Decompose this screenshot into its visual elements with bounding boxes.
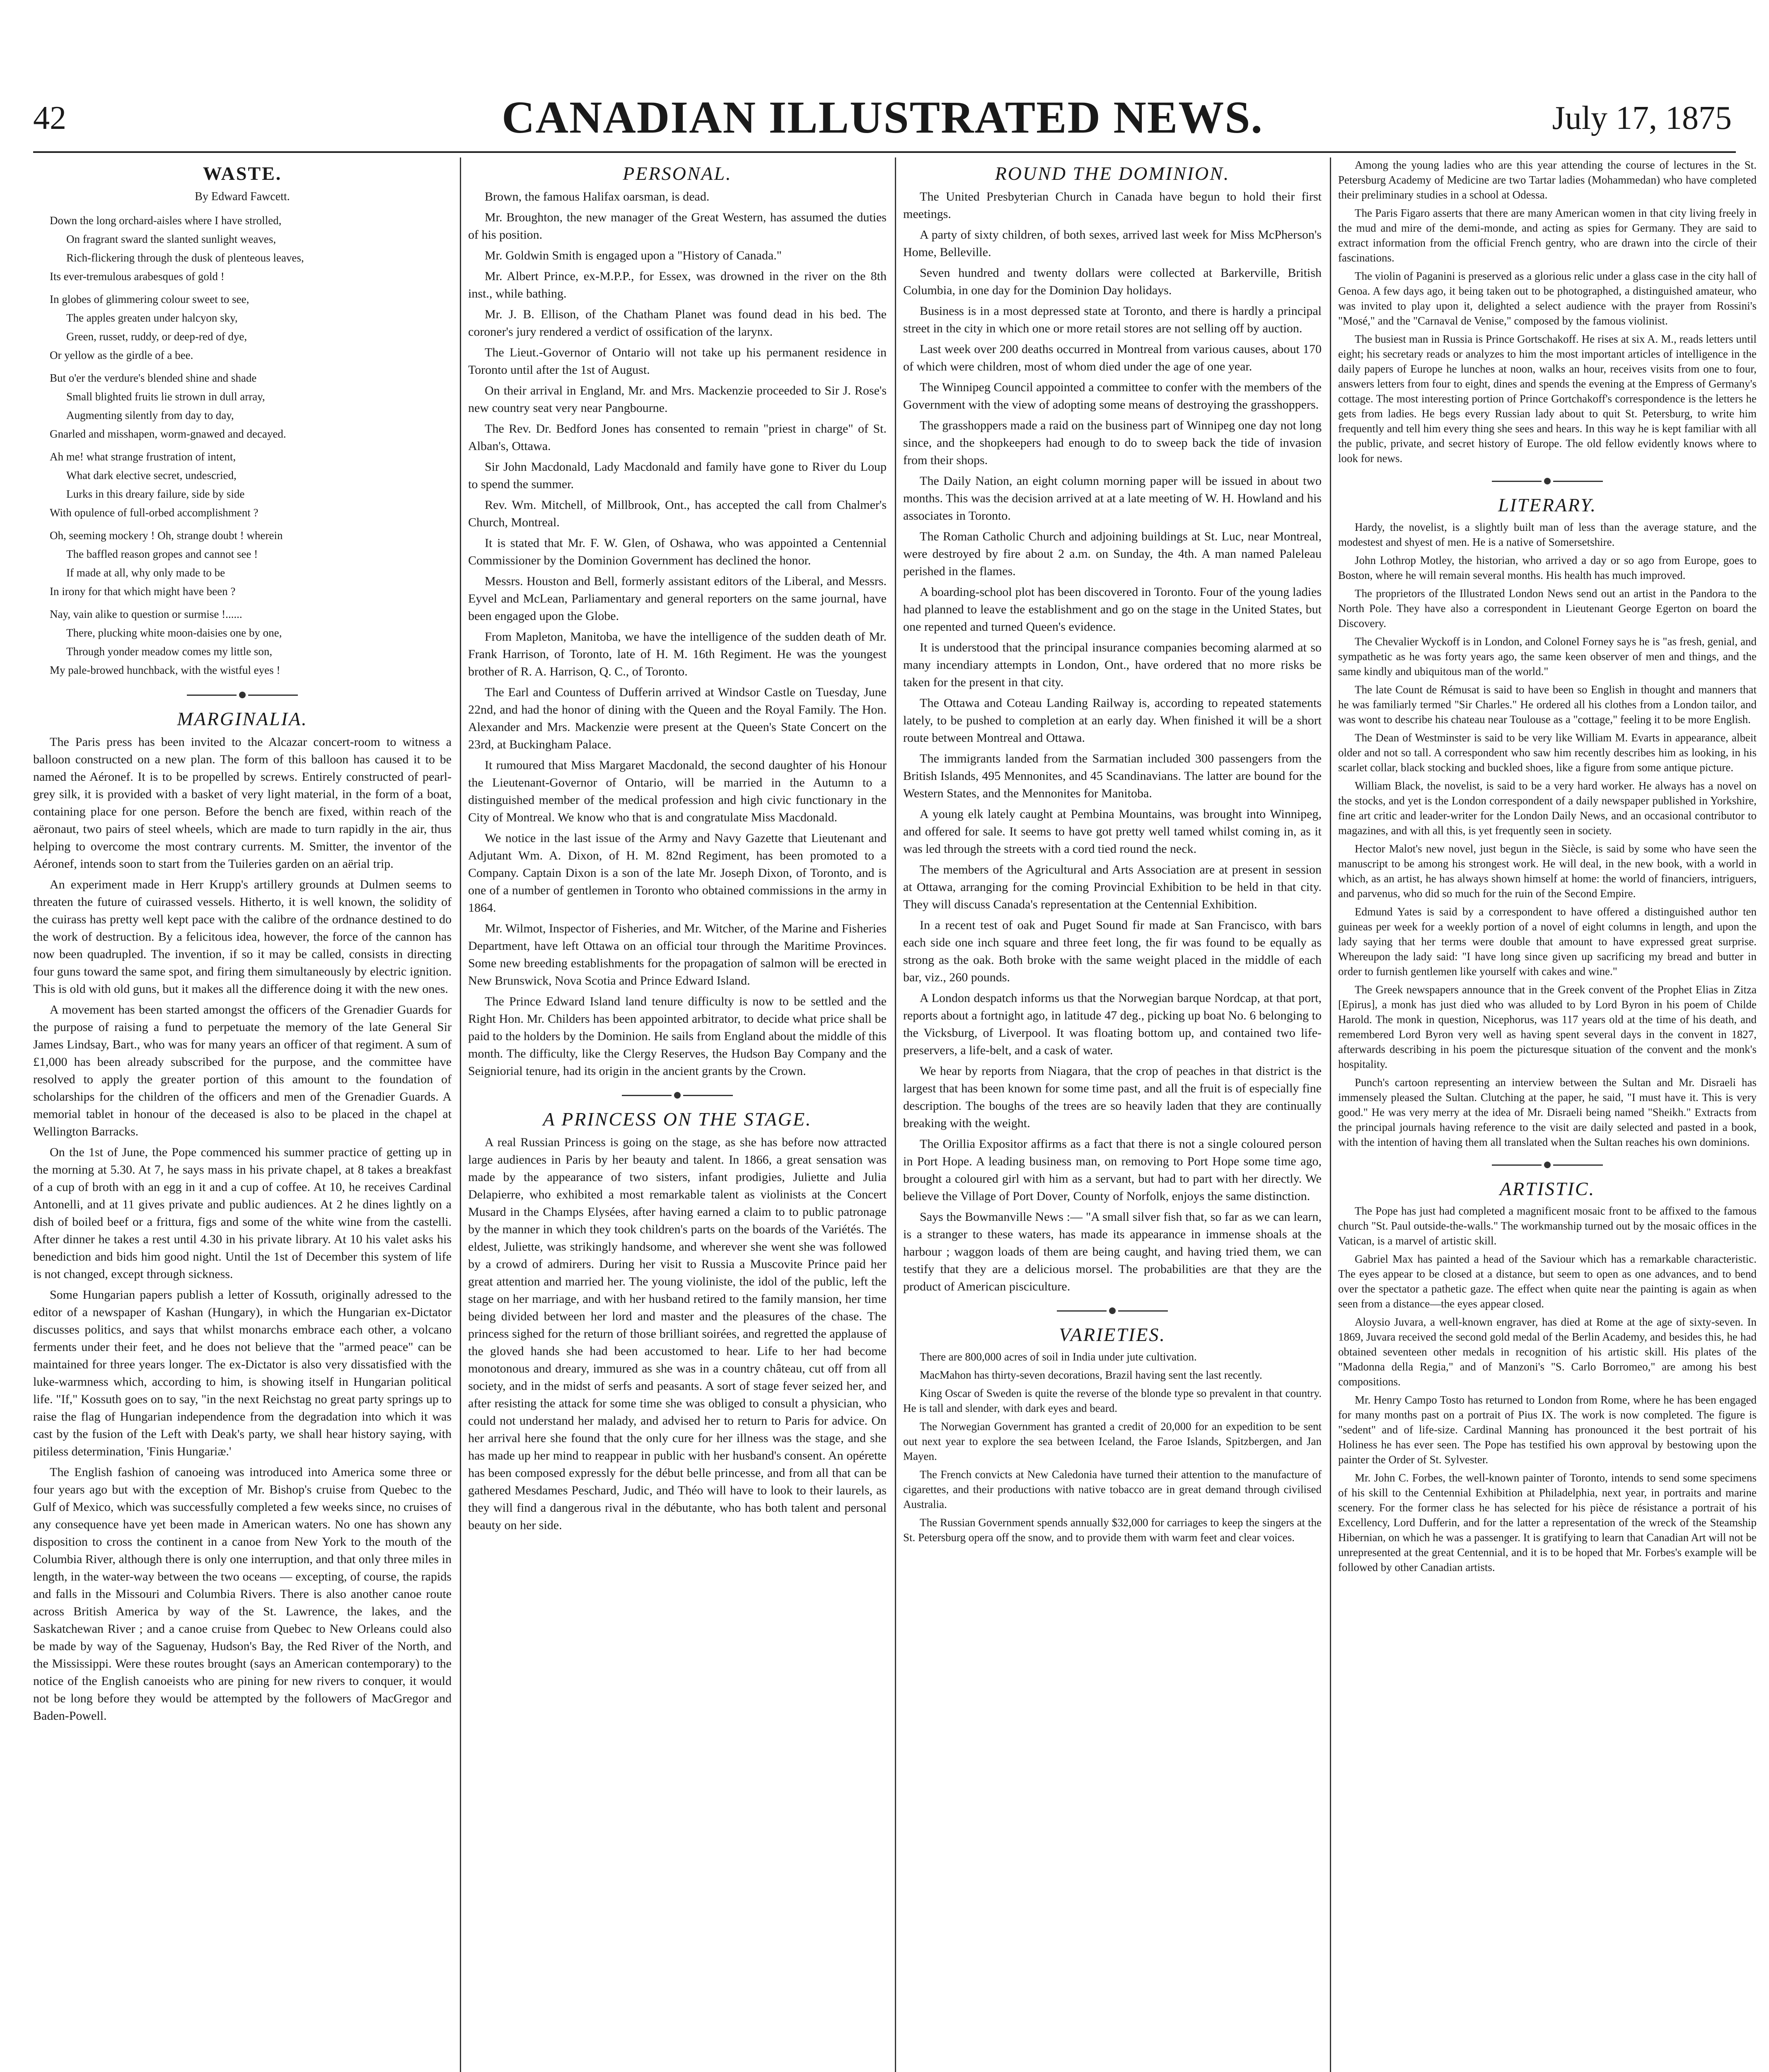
article-paragraph: Mr. Wilmot, Inspector of Fisheries, and Mr. Witcher, of the Marine and Fisheries Department, have left Ottawa on an official tour through the Maritime Provinces. Some new breeding establishments for the propagation of salmon will be erected in New Brunswick, Nova Scotia and Prince Edward Island.: [468, 922, 887, 988]
article-paragraph: The violin of Paganini is preserved as a glorious relic under a glass case in the city hall of Genoa. A few days ago, it being taken out to be photographed, a distinguished amateur, who was invited to play upon it, delighted a select audience with the prayer from Rossini's "Mosé," and the "Carnaval de Venise," composed by the famous violinist.: [1338, 270, 1757, 327]
article-paragraph: A London despatch informs us that the Norwegian barque Nordcap, at that port, reports about a fortnight ago, in latitude 47 deg., picking up boat No. 6 belonging to the Vicksburg, of Liverpool. It was floating bottom up, and contained two life-preservers, a life-belt, and a cask of water.: [903, 991, 1322, 1057]
artistic-articles: [1338, 1203, 1757, 1575]
article-paragraph: The English fashion of canoeing was introduced into America some three or four years ago but with the exception of Mr. Bishop's cruise from Quebec to the Gulf of Mexico, which was successfully completed a few weeks since, no cruises of any consequence have yet been made in American waters. No one has shown any disposition to cross the continent in a canoe from New York to the mouth of the Columbia River, although there is only one interruption, and that only three miles in length, in the water-way between the two oceans — excepting, of course, the rapids and falls in the Missouri and Columbia Rivers. There is also another canoe route across British America by way of the St. Lawrence, the lakes, and the Saskatchewan River ; and a canoe cruise from Quebec to New Orleans could also be made by way of the Saguenay, Hudson's Bay, the Red River of the North, and the Mississippi. Were these routes brought (says an American contemporary) to the notice of the English canoeists who are pining for new rivers to conquer, it would not be long before they would be attempted by the followers of MacGregor and Baden-Powell.: [33, 1465, 452, 1723]
article-paragraph: Brown, the famous Halifax oarsman, is dead.: [485, 190, 710, 203]
poem-line: Gnarled and misshapen, worm-gnawed and decayed.: [50, 428, 286, 440]
article-paragraph: Some Hungarian papers publish a letter of Kossuth, originally adressed to the editor of a newspaper of Kashan (Hungary), in which the Hungarian ex-Dictator discusses politics, and says that whilst monarchs embrace each other, a volcano ferments under their feet, and he does not believe that the "armed peace" can be maintained for three years longer. The ex-Dictator is also very dissatisfied with the luke-warmness which, according to him, is showing itself in Hungarian political life. "If," Kossuth goes on to say, "in the next Reichstag no great party springs up to raise the flag of Hungarian independence from the degradation into which it was cast by the fusion of the Left with Deak's party, we shall hear history saying, with pitiless determination, 'Finis Hungariæ.': [33, 1288, 452, 1458]
article-paragraph: Seven hundred and twenty dollars were collected at Barkerville, British Columbia, in one day for the Dominion Day holidays.: [903, 266, 1322, 297]
article-paragraph: The Greek newspapers announce that in the Greek convent of the Prophet Elias in Zitza [Epirus], a monk has just died who was alluded to by Lord Byron in his poem of Childe Harold. The monk in question, Nicephorus, was 117 years old at the time of his death, and remembered Lord Byron very well as having spent several days in the convent in 1827, afterwards describing in his poem the picturesque situation of the convent and the monk's hospitality.: [1338, 983, 1757, 1070]
article-paragraph: The Chevalier Wyckoff is in London, and Colonel Forney says he is "as fresh, genial, and sympathetic as he was forty years ago, the same keen observer of men and things, and the same kindly and ubiquitous man of the world.": [1338, 635, 1757, 678]
poem-line: Its ever-tremulous arabesques of gold !: [50, 270, 225, 283]
article-paragraph: Punch's cartoon representing an interview between the Sultan and Mr. Disraeli has immensely pleased the Sultan. Clutching at the paper, he said, "I must have it. This is very good." He was very merry at the idea of Mr. Disraeli being named "Sheikh." Extracts from the principal journals having reference to the visit are daily selected and pasted in a book, with the intention of having them all translated when the Sultan reaches his own dominions.: [1338, 1076, 1757, 1148]
article-paragraph: It rumoured that Miss Margaret Macdonald, the second daughter of his Honour the Lieutenant-Governor of Ontario, will be married in the Autumn to a distinguished member of the medical profession and high civic functionary in the City of Montreal. We know who that is and congratulate Miss Macdonald.: [468, 758, 887, 824]
article-paragraph: The Orillia Expositor affirms as a fact that there is not a single coloured person in Port Hope. A leading business man, on removing to Port Hope some time ago, brought a coloured girl with him as a servant, but had to part with her directly. We believe the Village of Port Dover, County of Norfolk, enjoys the same distinction.: [903, 1137, 1322, 1203]
poem-line: My pale-browed hunchback, with the wistful eyes !: [50, 664, 280, 676]
article-paragraph: The Rev. Dr. Bedford Jones has consented to remain "priest in charge" of St. Alban's, Ottawa.: [468, 422, 887, 453]
column-2: [468, 157, 887, 1537]
article-paragraph: John Lothrop Motley, the historian, who arrived a day or so ago from Europe, goes to Boston, where he will remain several months. His health has much improved.: [1338, 554, 1757, 581]
section-title-marginalia: MARGINALIA.: [177, 708, 308, 729]
poem-line: Through yonder meadow comes my little son,: [66, 645, 273, 658]
poem-line: The baffled reason gropes and cannot see !: [66, 548, 258, 560]
article-paragraph: We notice in the last issue of the Army and Navy Gazette that Lieutenant and Adjutant Wm. A. Dixon, of H. M. 82nd Regiment, has been promoted to a Company. Captain Dixon is a son of the late Mr. Joseph Dixon, of Toronto, and is one of a number of gentlemen in Toronto who obtained commissions in the army in 1864.: [468, 831, 887, 915]
article-paragraph: MacMahon has thirty-seven decorations, Brazil having sent the last recently.: [920, 1369, 1262, 1381]
article-paragraph: It is stated that Mr. F. W. Glen, of Oshawa, who was appointed a Centennial Commissioner by the Dominion Government has declined the honor.: [468, 536, 887, 567]
article-paragraph: A boarding-school plot has been discovered in Toronto. Four of the young ladies had planned to leave the establishment and go on the stage in the United States, but one repented and turned Queen's evidence.: [903, 585, 1322, 634]
marginalia-articles: [33, 733, 452, 1725]
poem-line: Or yellow as the girdle of a bee.: [50, 349, 193, 361]
article-paragraph: Aloysio Juvara, a well-known engraver, has died at Rome at the age of sixty-seven. In 1869, Juvara received the second gold medal of the Berlin Academy, and besides this, he had obtained seventeen other medals in recognition of his artistic skill. His plates of the "Madonna della Regia," and of Manzoni's "S. Carlo Borromeo," are among his best compositions.: [1338, 1316, 1757, 1388]
article-paragraph: Mr. J. B. Ellison, of the Chatham Planet was found dead in his bed. The coroner's jury rendered a verdict of ossification of the larynx.: [468, 307, 887, 339]
poem-stanza: [33, 292, 452, 363]
poem-line: With opulence of full-orbed accomplishment ?: [50, 506, 259, 519]
article-paragraph: The Roman Catholic Church and adjoining buildings at St. Luc, near Montreal, were destroyed by fire about 2 a.m. on Sunday, the 4th. A man named Paleleau perished in the flames.: [903, 530, 1322, 578]
poem-line: Down the long orchard-aisles where I have strolled,: [50, 214, 282, 227]
poem-stanza: [33, 607, 452, 678]
section-divider: [1338, 472, 1757, 489]
article-paragraph: Mr. John C. Forbes, the well-known painter of Toronto, intends to send some specimens of his skill to the Centennial Exhibition at Philadelphia, next year, in portraits and marine scenery. For the former class he has selected for his pièce de résistance a portrait of his Excellency, Lord Dufferin, and for the latter a representation of the wreck of the Steamship Hibernian, on which he was a passenger. It is gratifying to learn that Canadian Art will not be unrepresented at the great Centennial, and it is to be hoped that Mr. Forbes's example will be followed by other Canadian artists.: [1338, 1472, 1757, 1573]
poem-line: Ah me! what strange frustration of intent,: [50, 450, 236, 463]
article-paragraph: The Russian Government spends annually $32,000 for carriages to keep the singers at the St. Petersburg opera off the snow, and to provide them with warm feet and clear voices.: [903, 1516, 1322, 1544]
article-paragraph: The Lieut.-Governor of Ontario will not take up his permanent residence in Toronto until after the 1st of August.: [468, 346, 887, 377]
article-paragraph: Sir John Macdonald, Lady Macdonald and family have gone to River du Loup to spend the summer.: [468, 460, 887, 491]
article-paragraph: The proprietors of the Illustrated London News send out an artist in the Pandora to the North Pole. They have also a correspondent in Lieutenant George Egerton on board the Discovery.: [1338, 587, 1757, 629]
article-paragraph: In a recent test of oak and Puget Sound fir made at San Francisco, with bars each side one inch square and three feet long, the fir was found to be equally as strong as the oak. Both broke with the same weight placed in the middle of each bar, viz., 260 pounds.: [903, 918, 1322, 984]
poem-author: By Edward Fawcett.: [195, 190, 290, 203]
poem-line: If made at all, why only made to be: [66, 566, 225, 579]
poem-line: Green, russet, ruddy, or deep-red of dye,: [66, 330, 247, 343]
personal-articles: [468, 188, 887, 1080]
article-paragraph: The immigrants landed from the Sarmatian included 300 passengers from the British Islands, 495 Mennonites, and 45 Scandinavians. The latter are bound for the Western States, and the Mennonites for Manitoba.: [903, 752, 1322, 800]
column-3: [903, 157, 1322, 1548]
poem-line: The apples greaten under halcyon sky,: [66, 312, 238, 324]
article-paragraph: The Paris Figaro asserts that there are many American women in that city living freely in the mud and mire of the demi-monde, and acting as spies for Germany. They are said to extract information from the official French gentry, who are drawn into the circle of their fascinations.: [1338, 207, 1757, 264]
poem-line: There, plucking white moon-daisies one by one,: [66, 627, 282, 639]
article-paragraph: Mr. Goldwin Smith is engaged upon a "History of Canada.": [485, 249, 782, 262]
article-paragraph: King Oscar of Sweden is quite the reverse of the blonde type so prevalent in that country. He is tall and slender, with dark eyes and beard.: [903, 1387, 1322, 1414]
poem-line: Rich-flickering through the dusk of plenteous leaves,: [66, 252, 304, 264]
article-paragraph: The Dean of Westminster is said to be very like William M. Evarts in appearance, albeit older and not so tall. A correspondent who saw him recently describes him as looking, in his scarlet collar, black stocking and buckled shoes, like a figure from some antique picture.: [1338, 731, 1757, 774]
section-title-artistic: ARTISTIC.: [1499, 1178, 1595, 1199]
article-paragraph: The Winnipeg Council appointed a committee to confer with the members of the Government with the view of adopting some means of destroying the grasshoppers.: [903, 380, 1322, 411]
newspaper-title: CANADIAN ILLUSTRATED NEWS.: [502, 92, 1263, 143]
princess-article: [468, 1134, 887, 1534]
article-paragraph: The French convicts at New Caledonia have turned their attention to the manufacture of cigarettes, and their productions with native tobacco are in great demand through civilised Australia.: [903, 1468, 1322, 1510]
literary-articles: [1338, 520, 1757, 1150]
article-paragraph: The late Count de Rémusat is said to have been so English in thought and manners that he was familiarly termed "Sir Charles." He ordered all his clothes from a London tailor, and was wont to describe his chateau near Toulouse as a "cottage," feeling it to be more English.: [1338, 683, 1757, 726]
poem-line: What dark elective secret, undescried,: [66, 469, 237, 482]
article-paragraph: The Norwegian Government has granted a credit of 20,000 for an expedition to be sent out next year to explore the sea between Iceland, the Faroe Islands, Spitzbergen, and Jan Mayen.: [903, 1420, 1322, 1462]
article-paragraph: The Daily Nation, an eight column morning paper will be issued in about two months. This was the decision arrived at at a late meeting of W. H. Howland and his associates in Toronto.: [903, 474, 1322, 523]
dominion-articles: [903, 188, 1322, 1295]
column-1: [33, 157, 452, 1728]
article-paragraph: Hector Malot's new novel, just begun in the Siècle, is said by some who have seen the manuscript to be among his strongest work. He will deal, in the new book, with a world in which, as an artist, he has always shown himself at home: the world of financiers, intriguers, and parvenus, who did so much for the ruin of the Second Empire.: [1338, 842, 1757, 900]
article-paragraph: The Paris press has been invited to the Alcazar concert-room to witness a balloon constructed on a new plan. The form of this balloon has caused it to be named the Aéronef. It is to be propelled by screws. Entirely constructed of pearl-grey silk, it is provided with a basket of very light material, in the form of a boat, containing place for one person. Before the bench are fixed, within reach of the aëronaut, two pairs of steel wheels, which are made to turn rapidly in the air, thus helping to overcome the most contrary currents. M. Smitter, the inventor of the Aéronef, intends soon to start from the Tuileries garden on an aërial trip.: [33, 735, 452, 871]
column-4: [1338, 157, 1757, 1578]
article-paragraph: There are 800,000 acres of soil in India under jute cultivation.: [920, 1351, 1197, 1363]
poem-line: Oh, seeming mockery ! Oh, strange doubt ! wherein: [50, 529, 283, 542]
article-paragraph: Business is in a most depressed state at Toronto, and there is hardly a principal street in the city in which one or more retail stores are not selling off by auction.: [903, 304, 1322, 335]
poem-line: In globes of glimmering colour sweet to see,: [50, 293, 249, 305]
article-paragraph: Mr. Broughton, the new manager of the Great Western, has assumed the duties of his position.: [468, 211, 887, 242]
section-title-personal: PERSONAL.: [623, 163, 732, 184]
poem-title: WASTE.: [203, 163, 282, 184]
header-rule: [33, 151, 1736, 153]
section-divider: [468, 1086, 887, 1103]
poem-stanza: [33, 370, 452, 442]
article-paragraph: Mr. Henry Campo Tosto has returned to London from Rome, where he has been engaged for many months past on a portrait of Pius IX. The work is now completed. The figure is "sedent" and of life-size. Cardinal Manning has pronounced it the best portrait of his Holiness he has ever seen. The Pope has testified his own approval by bestowing upon the painter the Order of St. Sylvester.: [1338, 1394, 1757, 1466]
section-title-literary: LITERARY.: [1498, 494, 1597, 516]
article-paragraph: The Earl and Countess of Dufferin arrived at Windsor Castle on Tuesday, June 22nd, and had the honor of dining with the Queen and the Royal Family. The Hon. Alexander and Mrs. Mackenzie were present at the Queen's State Concert on the 23rd, at Buckingham Palace.: [468, 685, 887, 751]
article-paragraph: Messrs. Houston and Bell, formerly assistant editors of the Liberal, and Messrs. Eyvel and McLean, Parliamentary and general reporters on the same journal, have been engaged upon the Globe.: [468, 574, 887, 623]
article-paragraph: From Mapleton, Manitoba, we have the intelligence of the sudden death of Mr. Frank Harrison, of Toronto, late of H. M. 16th Regiment. He was the youngest brother of R. A. Harrison, Q. C., of Toronto.: [468, 630, 887, 678]
article-paragraph: The members of the Agricultural and Arts Association are at present in session at Ottawa, arranging for the coming Provincial Exhibition to be held in that city. They will discuss Canada's representation at the Centennial Exhibition.: [903, 863, 1322, 911]
article-paragraph: Last week over 200 deaths occurred in Montreal from various causes, about 170 of which were children, most of whom died under the age of one year.: [903, 342, 1322, 373]
article-paragraph: On the 1st of June, the Pope commenced his summer practice of getting up in the morning at 5.30. At 7, he says mass in his private chapel, at 8 takes a breakfast of a cup of broth with an egg in it and a cup of coffee. At 10, he receives Cardinal Antonelli, and at 11 gives private and public audiences. At 2 he dines lightly on a dish of boiled beef or a frittura, figs and some of the white wine from the castelli. After dinner he takes a rest until 4.30 in his private library. At 10 his valet asks his benediction and bids him good night. Until the 1st of December this system of life is not changed, except through sickness.: [33, 1145, 452, 1281]
article-paragraph: William Black, the novelist, is said to be a very hard worker. He always has a novel on the stocks, and yet is the London correspondent of a daily newspaper published in Yorkshire, fine art critic and leader-writer for the London Daily News, and an occasional contributor to magazines, and with all this, is yet frequently seen in society.: [1338, 779, 1757, 837]
section-divider: [33, 685, 452, 703]
column-separator: [460, 157, 461, 2072]
intro-articles: [1338, 157, 1757, 466]
article-paragraph: The Ottawa and Coteau Landing Railway is, according to repeated statements lately, to be pushed to completion at an early day. When finished it will be a short route between Montreal and Ottawa.: [903, 696, 1322, 745]
poem-stanza: [33, 449, 452, 520]
issue-date: July 17, 1875: [1552, 100, 1732, 136]
poem-line: Lurks in this dreary failure, side by side: [66, 488, 245, 500]
column-separator: [1330, 157, 1331, 2072]
article-paragraph: Edmund Yates is said by a correspondent to have offered a distinguished author ten guineas per week for a weekly portion of a novel of eight columns in length, and upon the lady saying that her terms were double that amount to have expressed great surprise. Whereupon the lady said: "I have long since given up sacrificing my bread and butter in order to furnish gentlemen like yourself with cakes and wine.": [1338, 905, 1757, 978]
article-paragraph: It is understood that the principal insurance companies becoming alarmed at so many incendiary attempts in London, Ont., have ordered that no more risks be taken for the present in that city.: [903, 641, 1322, 689]
article-paragraph: Says the Bowmanville News :— "A small silver fish that, so far as we can learn, is a stranger to these waters, has made its appearance in immense shoals at the harbour ; waggon loads of them are being caught, and having tried them, we can testify that they are a delicious morsel. The probabilities are that they are the product of American pisciculture.: [903, 1210, 1322, 1293]
article-paragraph: Mr. Albert Prince, ex-M.P.P., for Essex, was drowned in the river on the 8th inst., while bathing.: [468, 269, 887, 300]
column-separator: [895, 157, 896, 2072]
article-paragraph: A movement has been started amongst the officers of the Grenadier Guards for the purpose of raising a fund to perpetuate the memory of the late General Sir James Lindsay, Bart., who was for many years an officer of that regiment. A sum of £1,000 has been already subscribed for the purpose, and the committee have resolved to apply the greater portion of this amount to the foundation of scholarships for the children of the officers and men of the Grenadier Guards. A memorial tablet in honour of the deceased is also to be placed in the chapel at Wellington Barracks.: [33, 1003, 452, 1138]
poem-line: Nay, vain alike to question or surmise !......: [50, 608, 242, 620]
article-paragraph: We hear by reports from Niagara, that the crop of peaches in that district is the largest that has been known for some time past, and all the fruit is of especially fine description. The boughs of the trees are so heavily laden that they are continually breaking with the weight.: [903, 1064, 1322, 1130]
article-paragraph: On their arrival in England, Mr. and Mrs. Mackenzie proceeded to Sir J. Rose's new country seat very near Pangbourne.: [468, 384, 887, 415]
article-paragraph: Gabriel Max has painted a head of the Saviour which has a remarkable characteristic. The eyes appear to be closed at a distance, but seem to open as one advances, and to bend over the spectator a pathetic gaze. The effect when quite near the painting is again as when seen from a distance—the eyes appear closed.: [1338, 1253, 1757, 1310]
article-paragraph: The Prince Edward Island land tenure difficulty is now to be settled and the Right Hon. Mr. Childers has been appointed arbitrator, to decide what price shall be paid to the holders by the Dominion. He sails from England about the middle of this month. The difficulty, like the Clergy Reserves, the Hudson Bay Company and the Seigniorial tenure, had its origin in the ancient grants by the Crown.: [468, 995, 887, 1078]
article-paragraph: The busiest man in Russia is Prince Gortschakoff. He rises at six A. M., reads letters until eight; his secretary reads or analyzes to him the most important articles of intelligence in the daily papers of Europe he lunches at noon, walks an hour, receives visits from one to four, answers letters from four to eight, dines and spends the evening at the Empress of Germany's cottage. The most interesting portion of Prince Gortchakoff's correspondence is the letters he gets from ladies. He begs every Russian lady about to quit St. Petersburg, to write him frequently and tell him every thing she sees and hears. In this way he is kept familiar with all the public, private, and secret history of Europe. The old fellow evidently knows where to look for news.: [1338, 333, 1757, 465]
article-paragraph: The grasshoppers made a raid on the business part of Winnipeg one day not long since, and the shopkeepers had enough to do to sweep back the tide of invasion from their shops.: [903, 419, 1322, 467]
section-title-dominion: ROUND THE DOMINION.: [995, 163, 1230, 184]
poem-line: On fragrant sward the slanted sunlight weaves,: [66, 233, 276, 245]
article-paragraph: The Pope has just had completed a magnificent mosaic front to be affixed to the famous church "St. Paul outside-the-walls." The workmanship turned out by the mosaic offices in the Vatican, is a marvel of artistic skill.: [1338, 1205, 1757, 1247]
poem-line: In irony for that which might have been ?: [50, 585, 236, 598]
poem-stanza: [33, 528, 452, 599]
poem-line: Augmenting silently from day to day,: [66, 409, 234, 421]
article-paragraph: A party of sixty children, of both sexes, arrived last week for Miss McPherson's Home, Belleville.: [903, 228, 1322, 259]
poem-line: But o'er the verdure's blended shine and shade: [50, 372, 257, 384]
page-number: 42: [33, 100, 66, 136]
article-paragraph: A real Russian Princess is going on the stage, as she has before now attracted large audiences in Paris by her beauty and talent. In 1866, a great sensation was made by the appearance of two sisters, infant prodigies, Juliette and Julia Delapierre, who exhibited a most remarkable talent as violinists at the Concert Musard in the Champs Elysées, after having earned a claim to to public patronage by the manner in which they took children's parts on the boards of the Variétés. The eldest, Juliette, was strikingly handsome, and wherever she went she was followed by a crowd of admirers. During her visit to Russia a Muscovite Prince paid her great attention and married her. The young violiniste, the idol of the public, left the stage on her marriage, and with her husband retired to the family mansion, her time being divided between her lord and master and the pleasures of the chase. The princess sighed for the return of those brilliant soirées, and regretted the applause of the gloved hands she had been accustomed to hear. Life to her had become monotonous and dreary, immured as she was in a country château, cut off from all society, and in the midst of serfs and peasants. A sort of stage fever seized her, and after resisting the attack for some time she was obliged to consult a physician, who could not understand her malady, and advised her to return to Paris for advice. On her arrival here she found that the only cure for her illness was the stage, and she has made up her mind to reappear in public with her husband's consent. An opérette has been composed expressly for the début belle princesse, and from all that can be gathered Mesdames Peschard, Judic, and Théo will have to look to their laurels, as they will find a dangerous rival in the débutante, who has both talent and personal beauty on her side.: [468, 1135, 887, 1532]
article-paragraph: A young elk lately caught at Pembina Mountains, was brought into Winnipeg, and offered for sale. It seems to have got pretty well tamed whilst coming in, as it was led through the streets with a cord tied round the neck.: [903, 807, 1322, 856]
section-divider: [1338, 1155, 1757, 1173]
poem: [33, 213, 452, 678]
poem-line: Small blighted fruits lie strown in dull array,: [66, 390, 265, 403]
section-divider: [903, 1301, 1322, 1319]
section-title-varieties: VARIETIES.: [1059, 1324, 1166, 1345]
article-paragraph: Rev. Wm. Mitchell, of Millbrook, Ont., has accepted the call from Chalmer's Church, Montreal.: [468, 498, 887, 529]
section-title-princess: A PRINCESS ON THE STAGE.: [543, 1109, 812, 1130]
article-paragraph: An experiment made in Herr Krupp's artillery grounds at Dulmen seems to threaten the future of cuirassed vessels. Hitherto, it is well known, the solidity of the cuirass has pretty well kept pace with the calibre of the ordnance destined to do the work of destruction. By a felicitous idea, however, the force of the cannon has now been quadrupled. The invention, if so it may be called, consists in directing four guns toward the same spot, and firing them simultaneously by electric ignition. This is old with old guns, but it makes all the difference doing it with the new ones.: [33, 878, 452, 996]
article-paragraph: Among the young ladies who are this year attending the course of lectures in the St. Petersburg Academy of Medicine are two Tartar ladies (Mohammedan) who have completed their preliminary studies in a school at Odessa.: [1338, 159, 1757, 201]
varieties-articles: [903, 1349, 1322, 1545]
article-paragraph: Hardy, the novelist, is a slightly built man of less than the average stature, and the modestest and shyest of men. He is a native of Somersetshire.: [1338, 521, 1757, 548]
article-paragraph: The United Presbyterian Church in Canada have begun to hold their first meetings.: [903, 190, 1322, 221]
poem-stanza: [33, 213, 452, 284]
